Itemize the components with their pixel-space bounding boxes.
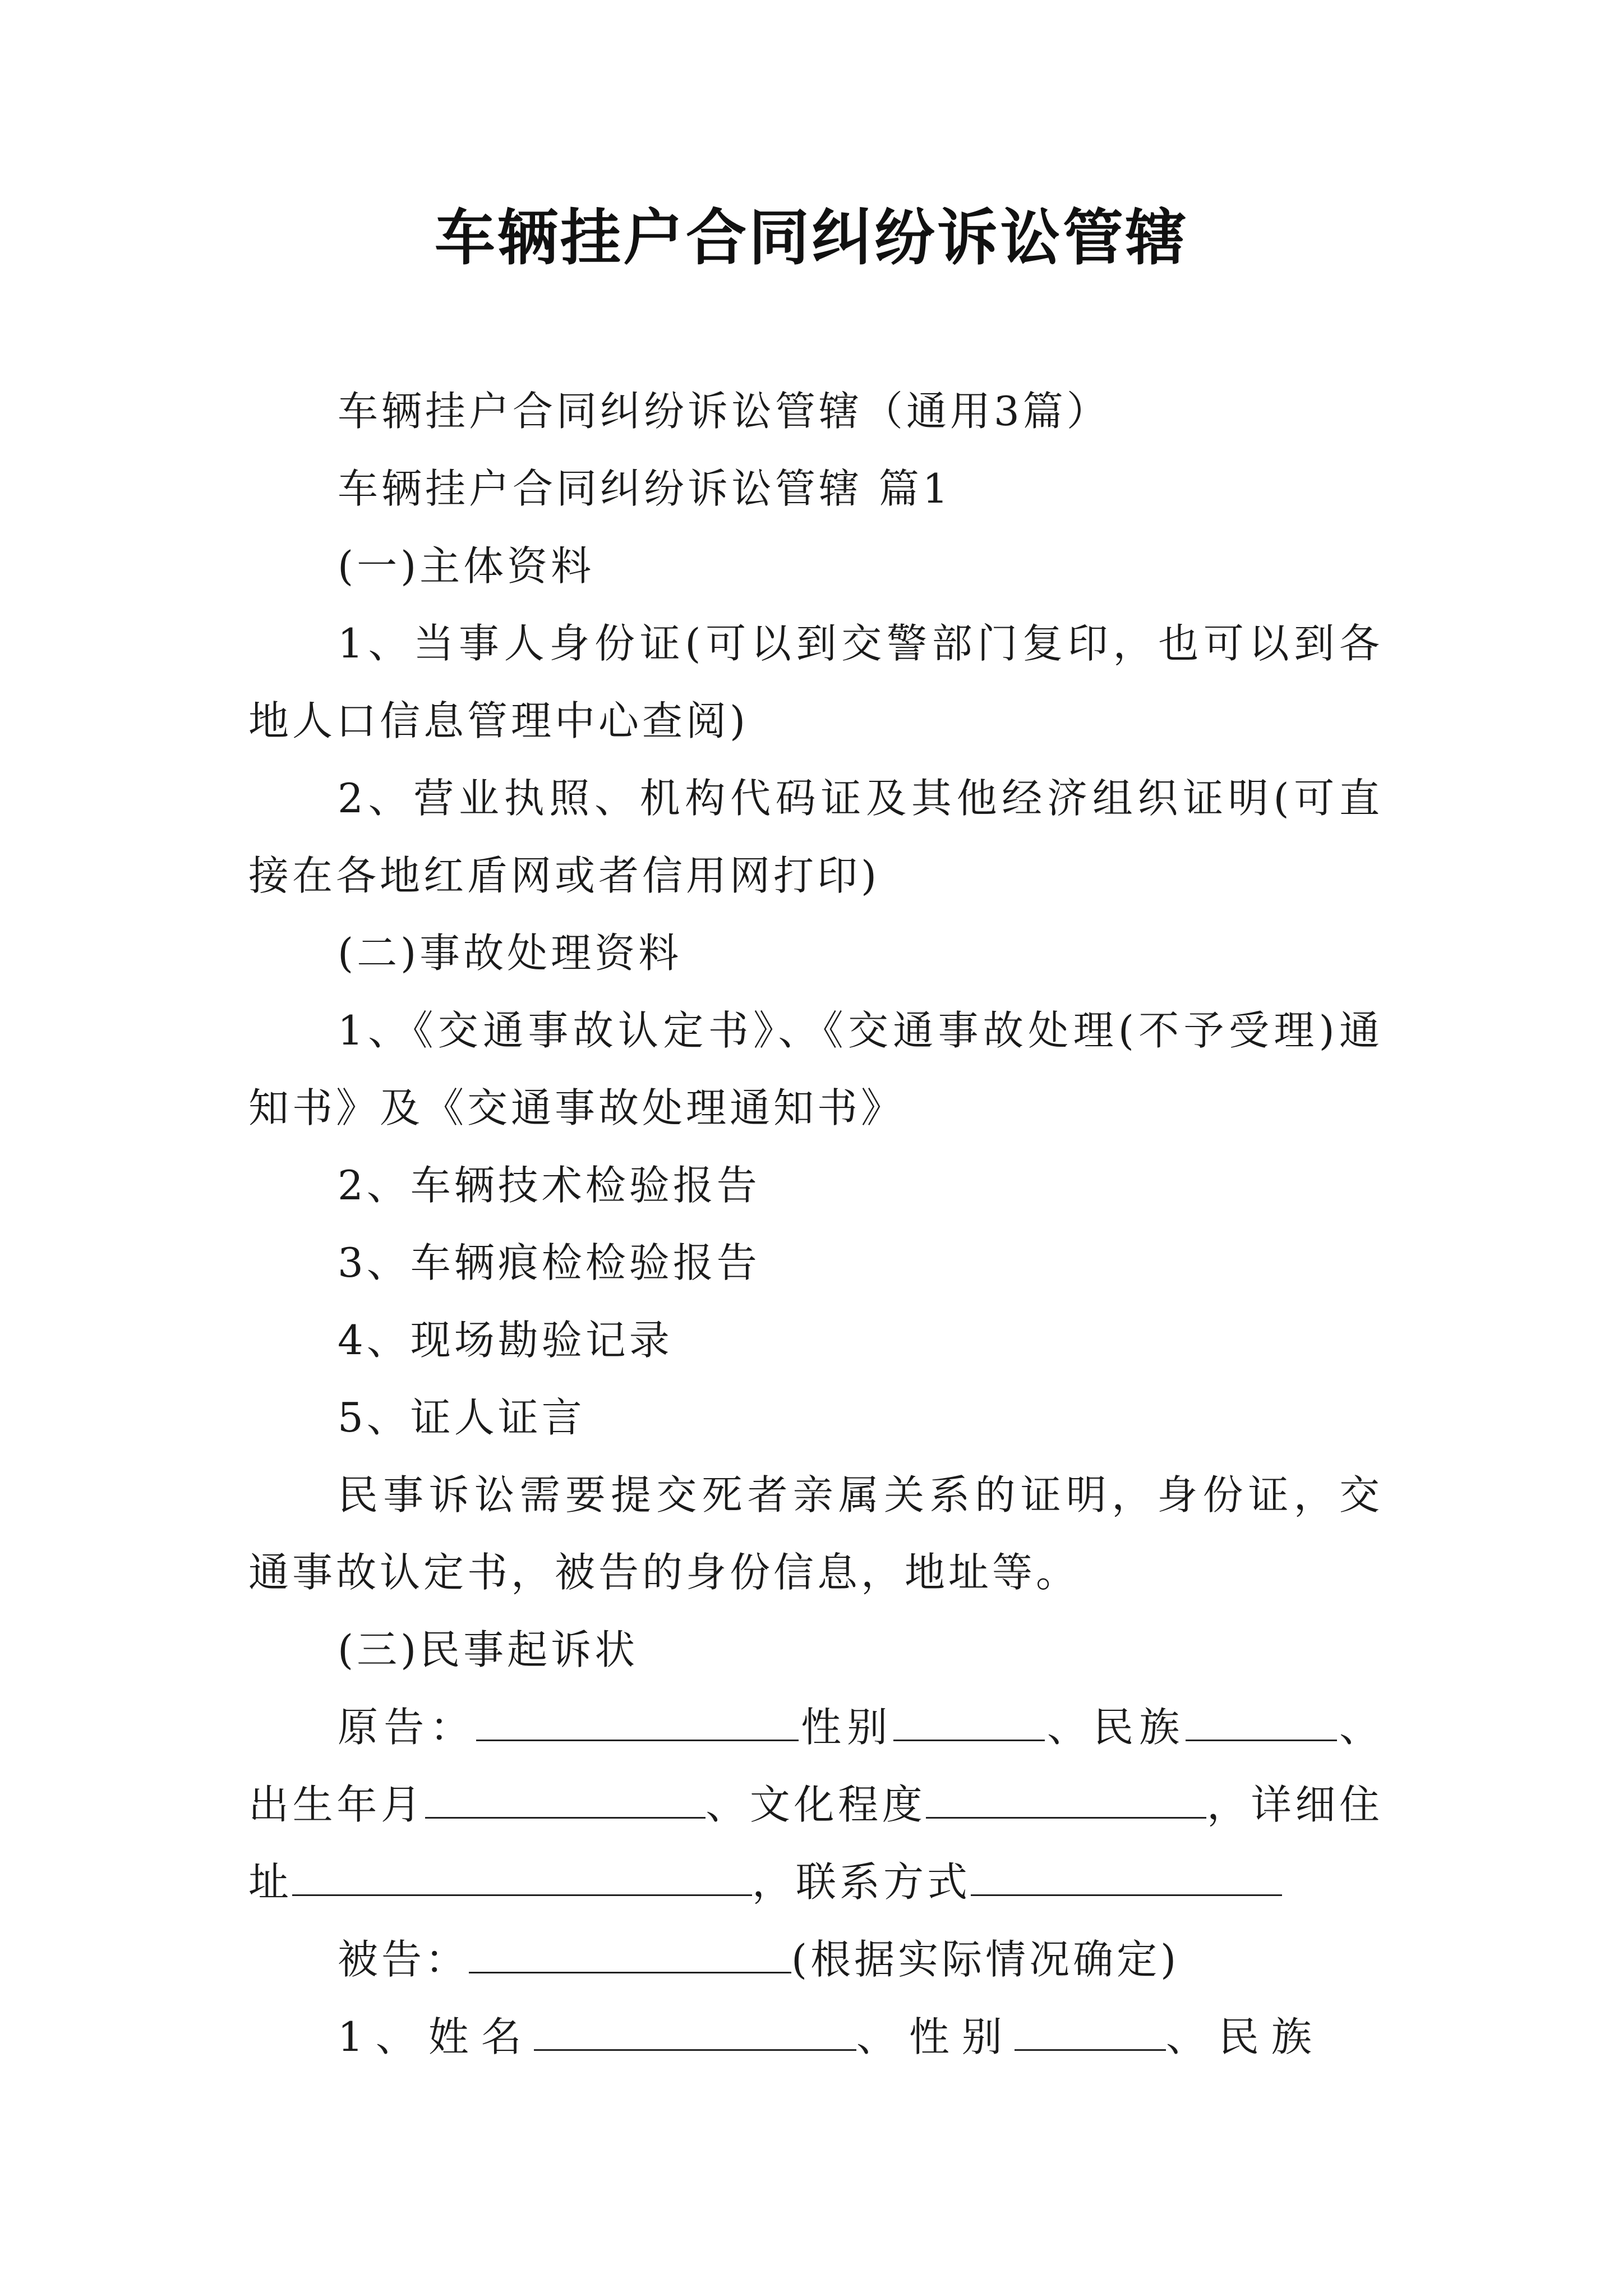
- section-heading: (三)民事起诉状: [338, 1626, 639, 1673]
- gender-blank: [1015, 2014, 1166, 2051]
- paragraph: 2、营业执照、机构代码证及其他经济组织证明(可直接在各地红盾网或者信用网打印): [248, 775, 1383, 899]
- defendant-label: 被告：: [338, 1936, 469, 1983]
- name-label: 1、姓名: [338, 2013, 534, 2060]
- defendant-name-blank: [469, 1937, 791, 1973]
- plaintiff-label: 原告：: [338, 1704, 476, 1751]
- ethnicity-label: 、民族: [1165, 2013, 1324, 2060]
- list-item: 5、证人证言: [338, 1394, 585, 1441]
- paragraph: 民事诉讼需要提交死者亲属关系的证明，身份证，交通事故认定书，被告的身份信息，地址等。: [248, 1471, 1383, 1596]
- paragraph: 车辆挂户合同纠纷诉讼管辖（通用3篇）: [338, 388, 1110, 435]
- gender-label: 、性别: [856, 2013, 1015, 2060]
- section-heading: (一)主体资料: [338, 542, 595, 590]
- plaintiff-form: [248, 1688, 1383, 1921]
- plaintiff-name-blank: [476, 1705, 799, 1741]
- list-item: 2、车辆技术检验报告: [338, 1162, 760, 1209]
- address-blank: [292, 1860, 752, 1896]
- ethnicity-label: 、民族: [1044, 1704, 1186, 1751]
- address-label: ，详细住址: [248, 1781, 1383, 1906]
- contact-label: ，联系方式: [752, 1858, 971, 1906]
- defendant-form: [248, 1921, 1383, 1998]
- document-body: [248, 372, 1383, 2076]
- birth-label: 出生年月: [248, 1781, 425, 1828]
- defendant-note: (根据实际情况确定): [791, 1936, 1180, 1983]
- list-item: 3、车辆痕检检验报告: [338, 1239, 760, 1286]
- education-blank: [926, 1782, 1206, 1819]
- separator: 、: [1336, 1704, 1383, 1751]
- paragraph: 1、当事人身份证(可以到交警部门复印，也可以到各地人口信息管理中心查阅): [248, 620, 1383, 744]
- gender-blank: [893, 1705, 1045, 1741]
- paragraph: 车辆挂户合同纠纷诉讼管辖 篇1: [338, 465, 952, 512]
- item1-form: [248, 1998, 1383, 2076]
- ethnicity-blank: [1186, 1705, 1337, 1741]
- name-blank: [534, 2014, 856, 2051]
- contact-blank: [971, 1860, 1282, 1896]
- education-label: 、文化程度: [705, 1781, 926, 1828]
- paragraph: 1、《交通事故认定书》、《交通事故处理(不予受理)通知书》及《交通事故处理通知书》: [248, 1007, 1383, 1131]
- document-title: 车辆挂户合同纠纷诉讼管辖: [434, 203, 1188, 273]
- section-heading: (二)事故处理资料: [338, 930, 683, 977]
- list-item: 4、现场勘验记录: [338, 1317, 673, 1364]
- gender-label: 性别: [798, 1704, 893, 1751]
- birth-blank: [425, 1782, 706, 1819]
